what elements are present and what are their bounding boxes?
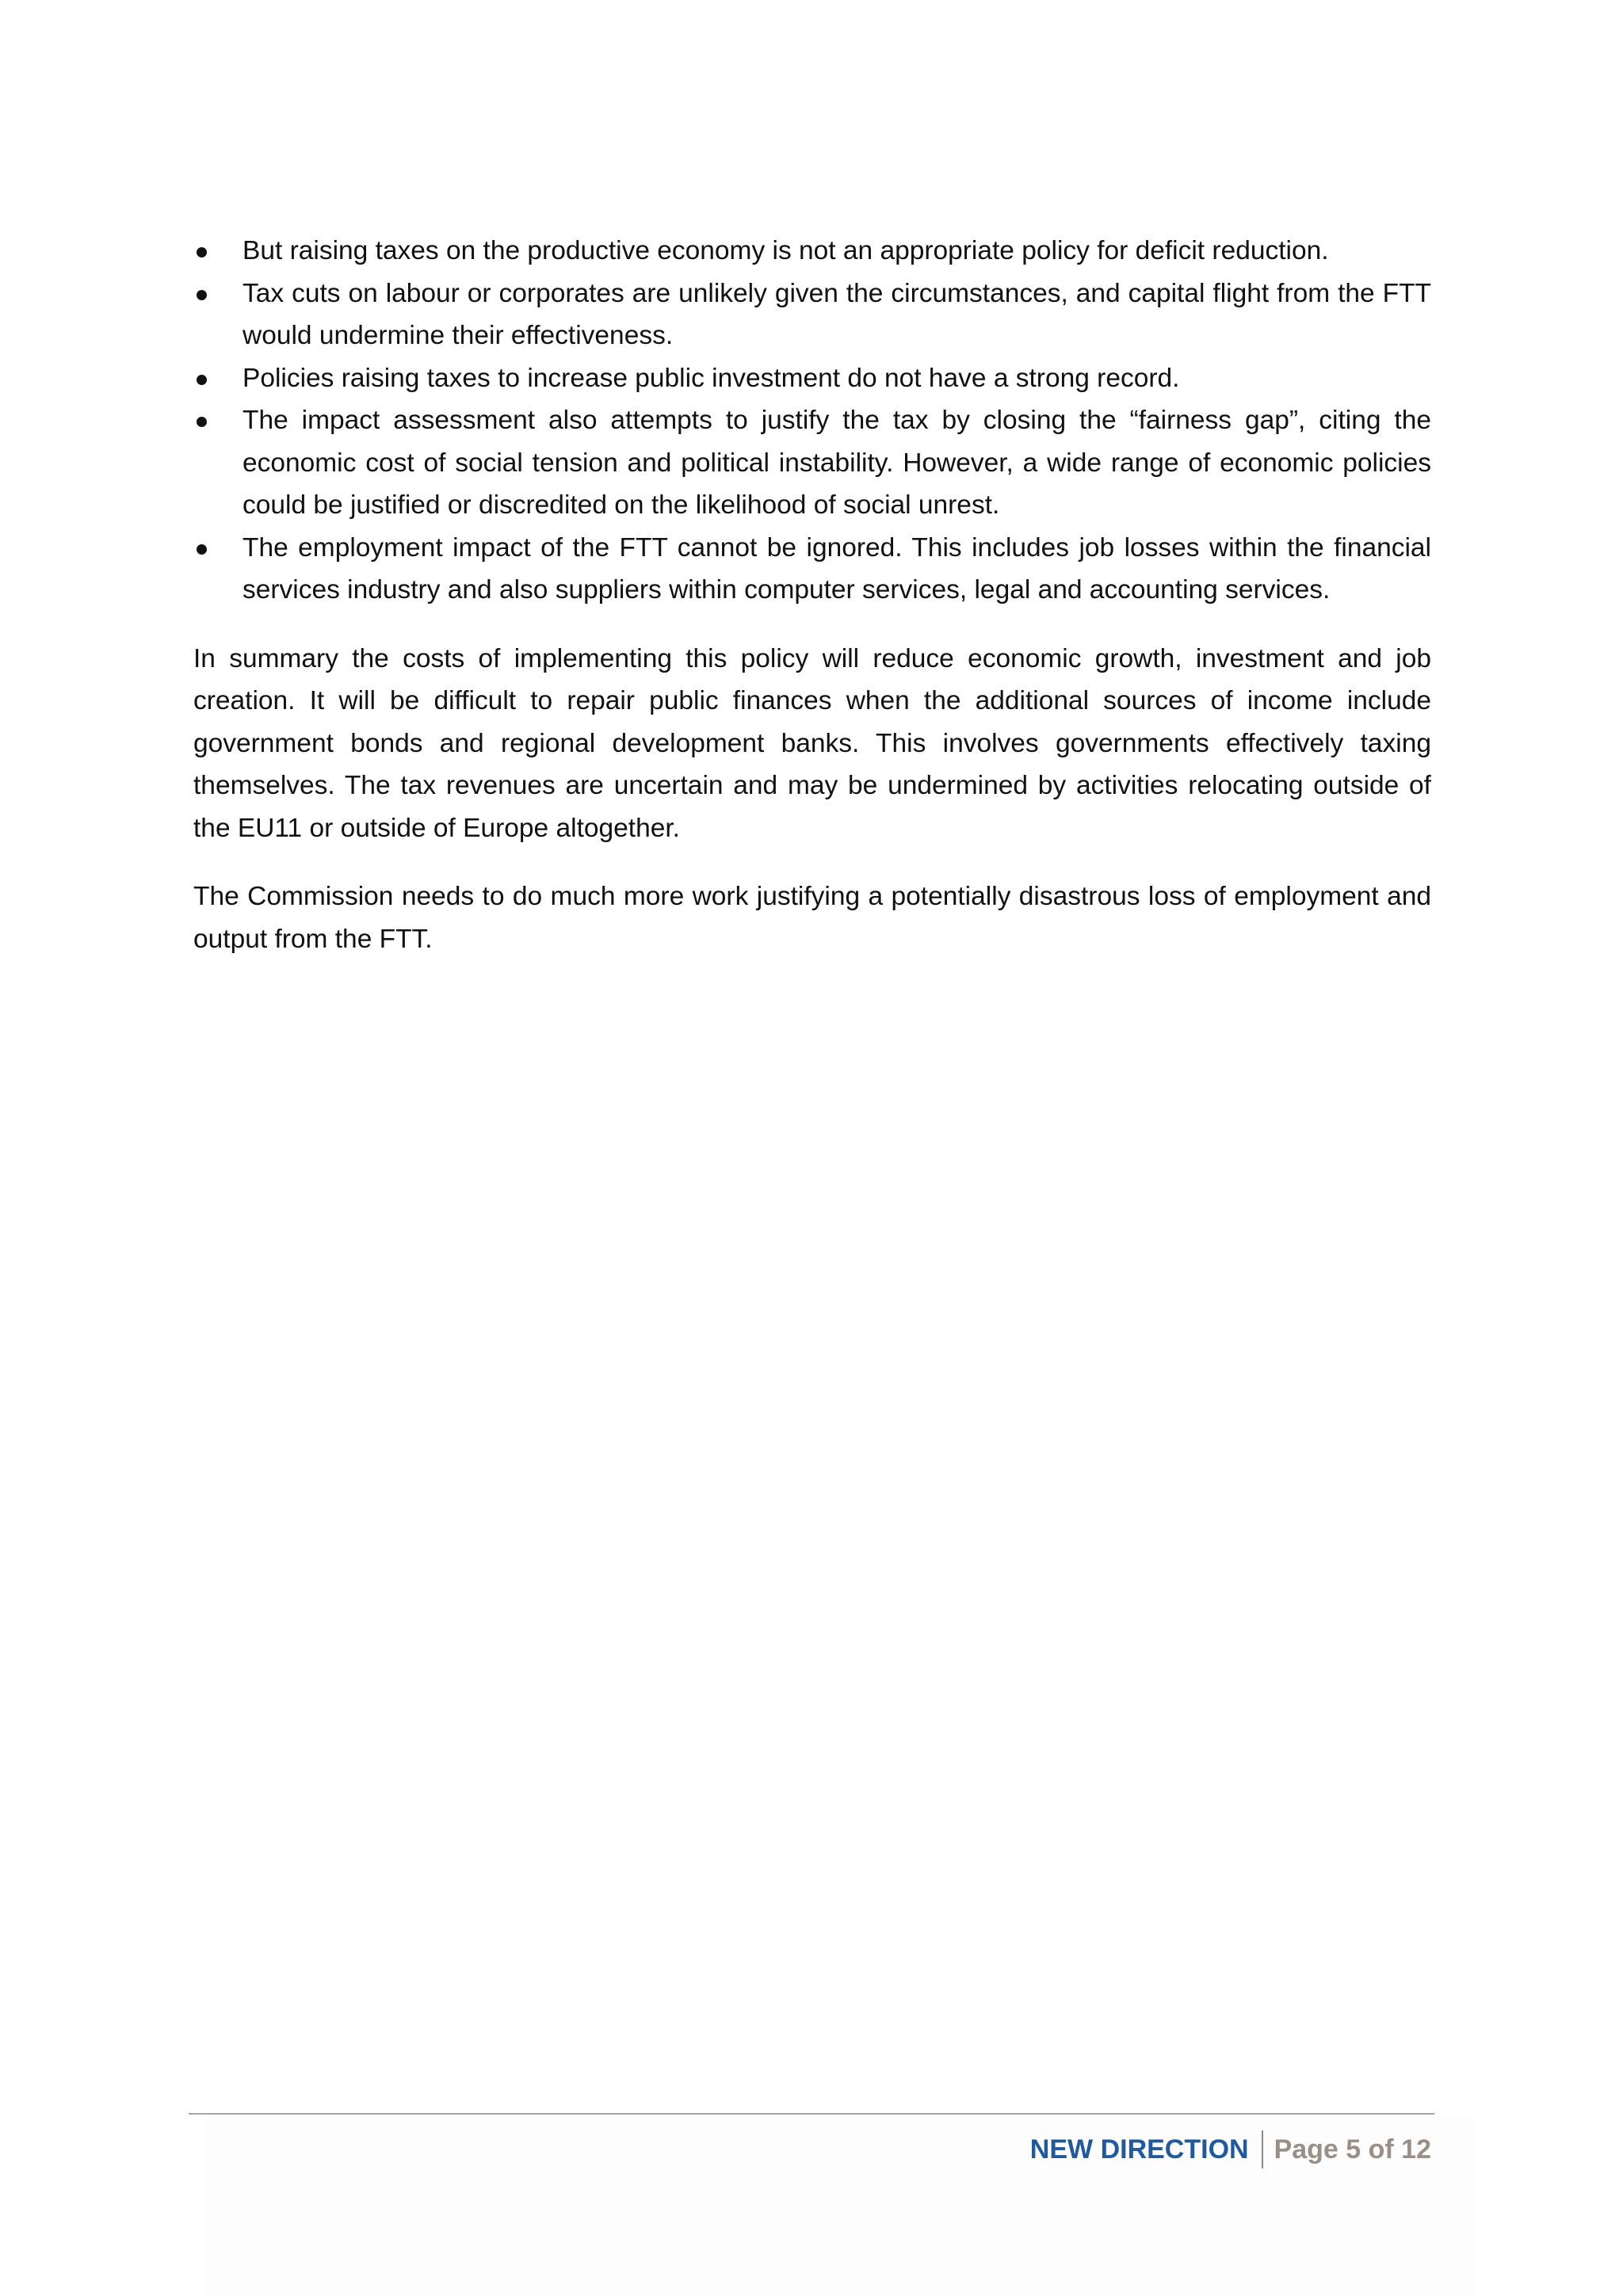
bullet-item (193, 273, 1431, 357)
bullet-item (193, 230, 1431, 273)
bullet-icon (197, 544, 207, 555)
bullet-text: But raising taxes on the productive economy is not an appropriate policy for deficit reduction. (242, 236, 1329, 265)
closing-paragraph: The Commission needs to do much more work justifying a potentially disastrous loss of employment and output from the FTT. (193, 882, 1431, 954)
bullet-icon (197, 247, 207, 257)
bullet-icon (197, 375, 207, 385)
bullet-item (193, 399, 1431, 527)
page-number: Page 5 of 12 (1274, 2134, 1431, 2164)
bullet-list (193, 230, 1431, 612)
document-body (193, 230, 1431, 960)
bullet-icon (197, 290, 207, 300)
bullet-text: The employment impact of the FTT cannot be ignored. This includes job losses within the financial services industry and also suppliers within computer services, legal and accounting services. (242, 532, 1431, 605)
bullet-item (193, 527, 1431, 612)
bullet-icon (197, 417, 207, 427)
summary-paragraph: In summary the costs of implementing this policy will reduce economic growth, investment and job creation. It will be difficult to repair public finances when the additional sources of income include government bonds and regional development banks. This involves governments effectively taxing themselves. The tax revenues are uncertain and may be undermined by activities relocating outside of the EU11 or outside of Europe altogether. (193, 643, 1431, 843)
bullet-text: Tax cuts on labour or corporates are unlikely given the circumstances, and capital flight from the FTT would undermine their effectiveness. (242, 278, 1431, 350)
footer-line (1030, 2130, 1431, 2168)
footer-separator (1262, 2130, 1263, 2168)
bullet-text: Policies raising taxes to increase public investment do not have a strong record. (242, 363, 1180, 393)
page-footer (189, 2113, 1434, 2296)
footer-brand: NEW DIRECTION (1029, 2134, 1249, 2164)
bullet-item (193, 357, 1431, 400)
bullet-text: The impact assessment also attempts to justify the tax by closing the “fairness gap”, citing the economic cost of social tension and political instability. However, a wide range of economic policies could be justified or discredited on the likelihood of social unrest. (242, 406, 1431, 520)
